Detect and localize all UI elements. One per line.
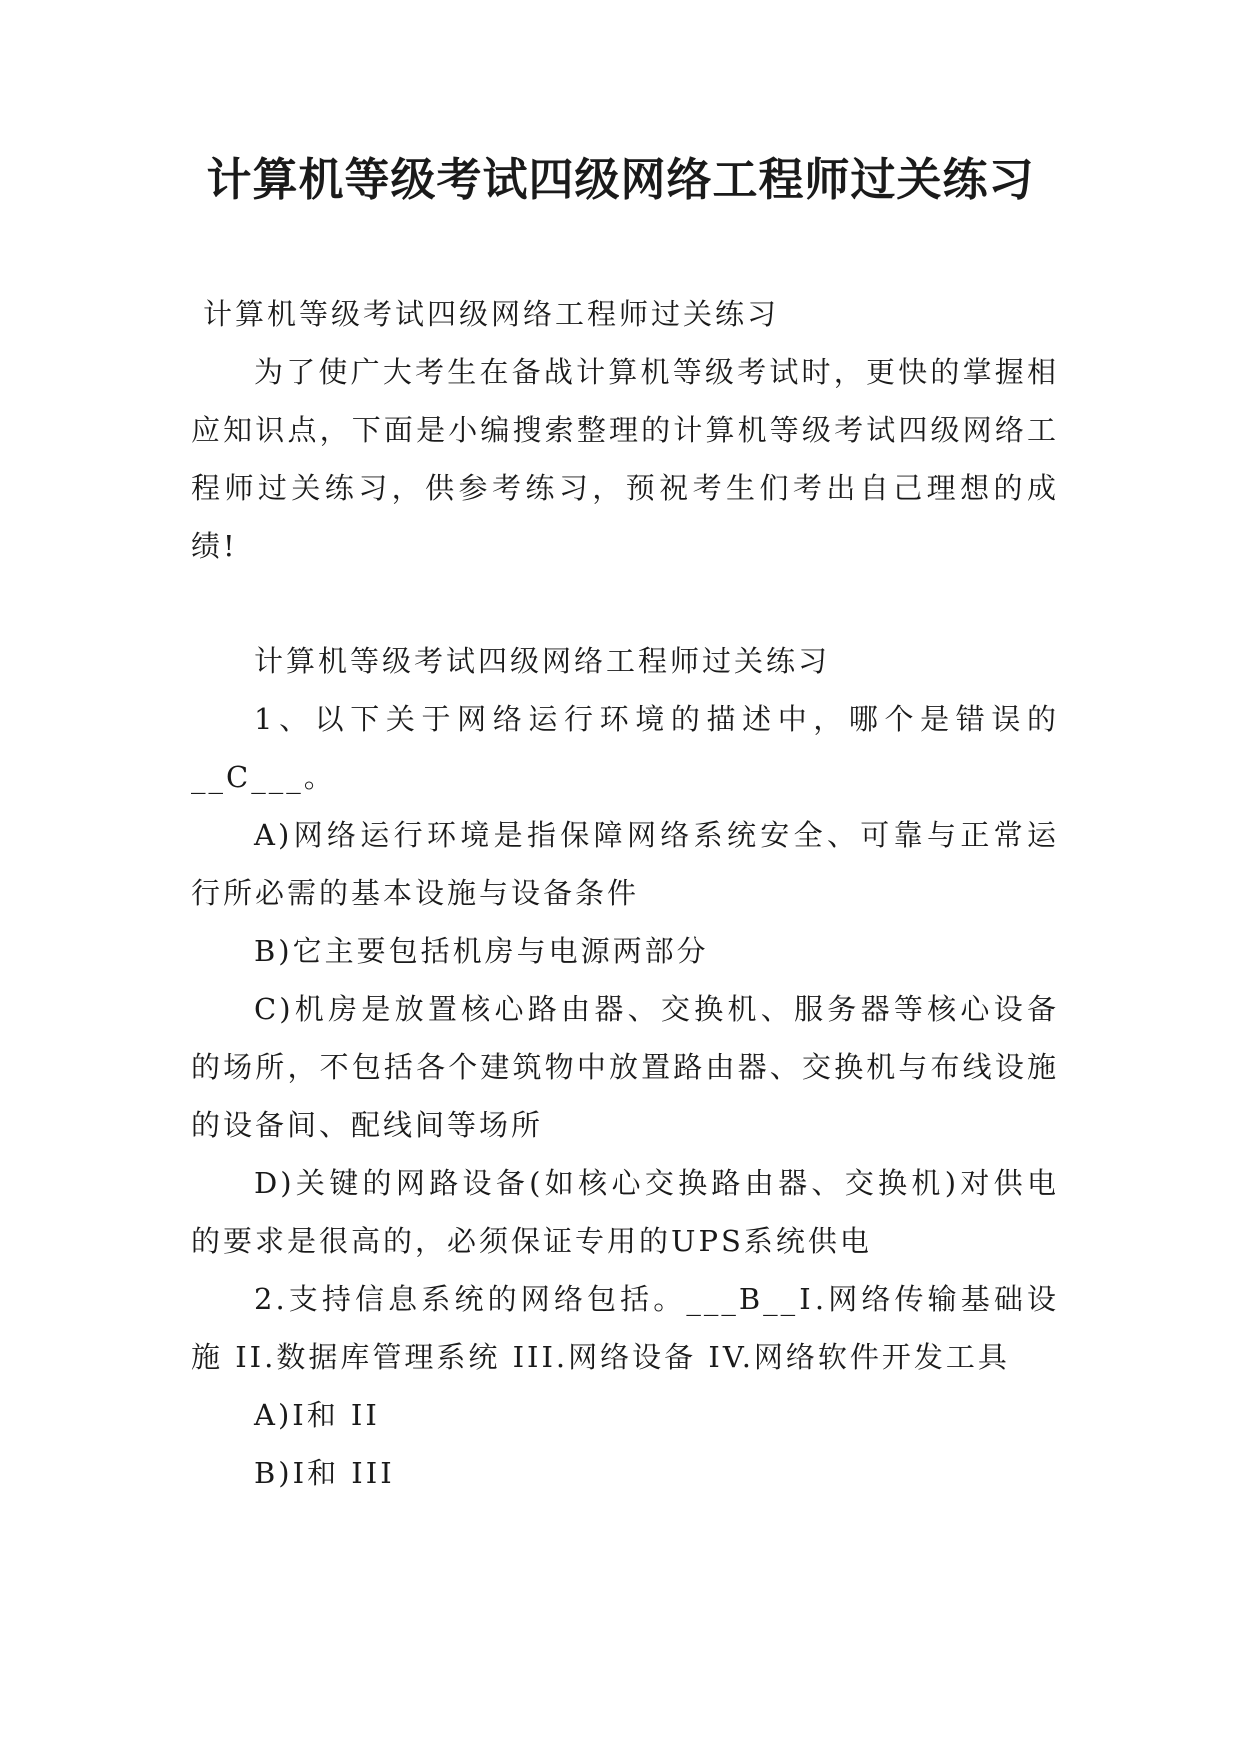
question-2-option-a: A)Ⅰ和 II xyxy=(254,1398,380,1432)
question-1-option-b: B)它主要包括机房与电源两部分 xyxy=(254,934,709,968)
section-heading: 计算机等级考试四级网络工程师过关练习 xyxy=(254,644,831,678)
intro-paragraph: 为了使广大考生在备战计算机等级考试时，更快的掌握相应知识点，下面是小编搜索整理的计算机等级考试四级网络工程师过关练习，供参考练习，预祝考生们考出自己理想的成绩! xyxy=(191,355,1059,563)
question-2-stem: 2.支持信息系统的网络包括。___B__Ⅰ.网络传输基础设施 II.数据库管理系统 III.网络设备 IV.网络软件开发工具 xyxy=(191,1282,1059,1374)
paragraph-gap xyxy=(191,575,1059,632)
question-1-option-d: D)关键的网路设备(如核心交换路由器、交换机)对供电的要求是很高的，必须保证专用的UPS系统供电 xyxy=(191,1166,1059,1258)
question-2-option-b: B)Ⅰ和 III xyxy=(254,1456,395,1490)
document-title: 计算机等级考试四级网络工程师过关练习 xyxy=(206,153,1035,206)
question-1-option-a: A)网络运行环境是指保障网络系统安全、可靠与正常运行所必需的基本设施与设备条件 xyxy=(191,818,1059,910)
question-1-option-c: C)机房是放置核心路由器、交换机、服务器等核心设备的场所，不包括各个建筑物中放置路由器、交换机与布线设施的设备间、配线间等场所 xyxy=(191,992,1059,1142)
question-1-stem: 1、以下关于网络运行环境的描述中，哪个是错误的__C___。 xyxy=(191,702,1059,794)
subtitle: 计算机等级考试四级网络工程师过关练习 xyxy=(203,297,780,331)
document-body xyxy=(191,285,1059,1502)
